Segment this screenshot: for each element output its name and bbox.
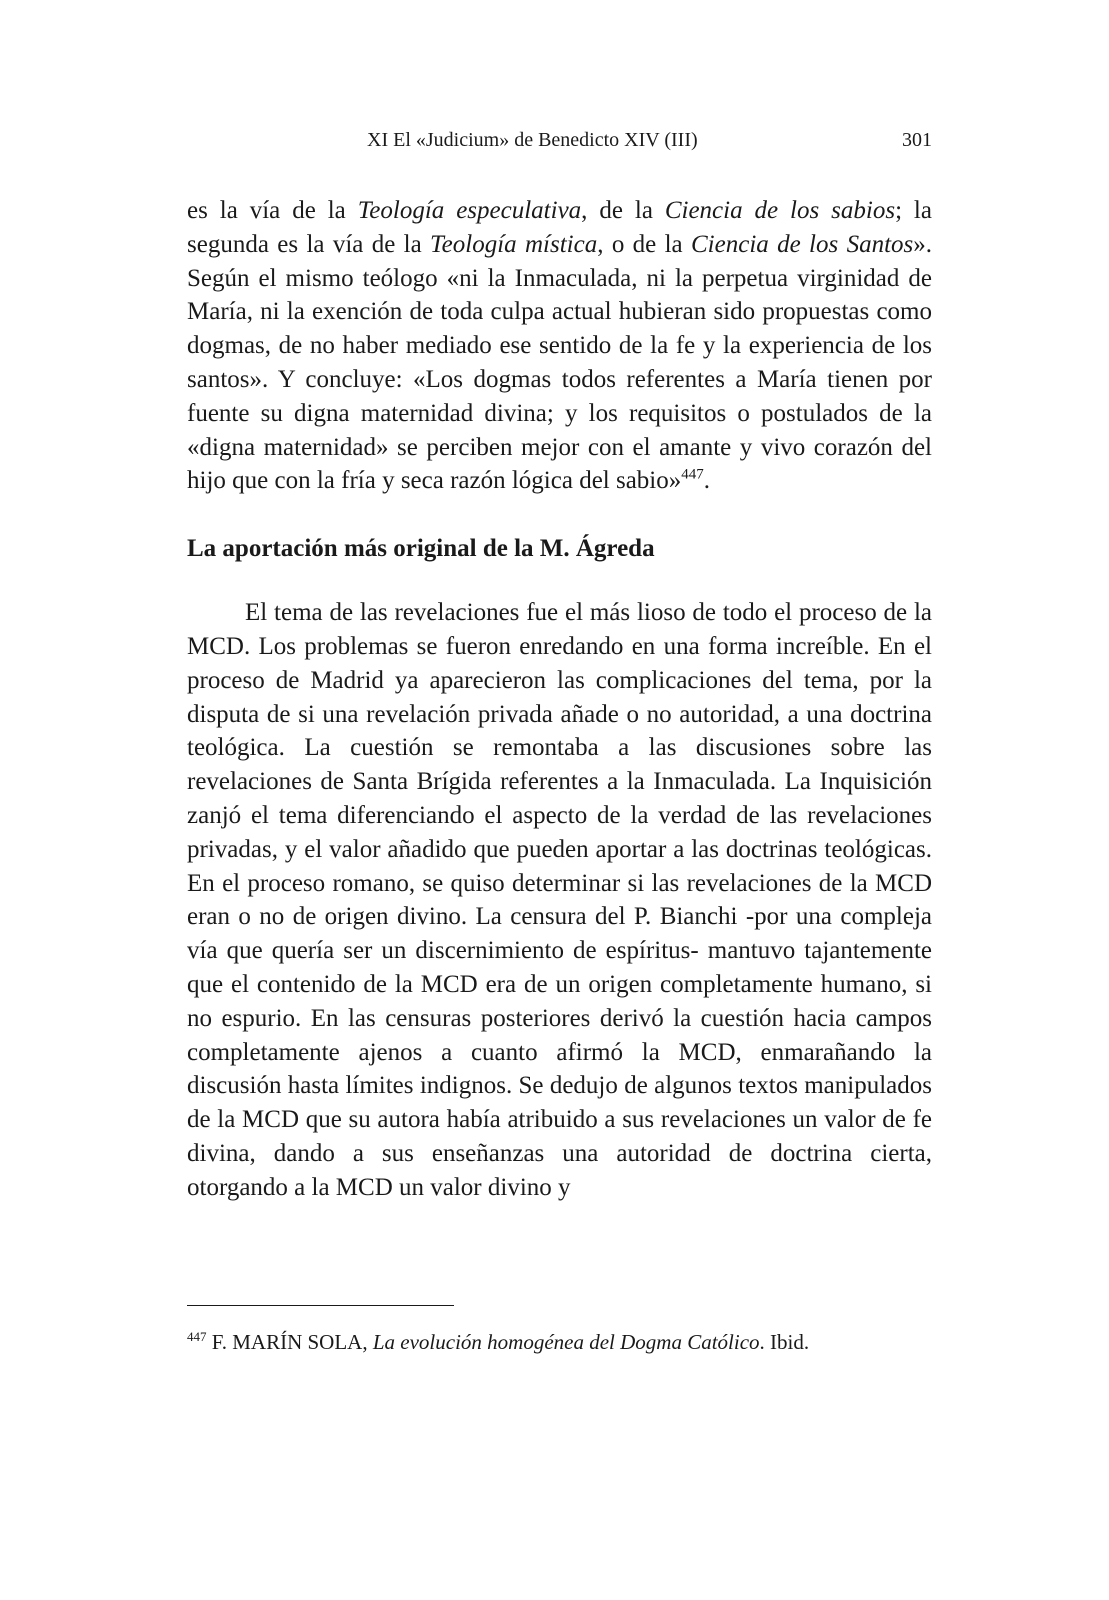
text-run: , o de la <box>597 230 691 258</box>
footnote <box>187 1327 932 1357</box>
footnote-work-title: La evolución homogénea del Dogma Católico <box>372 1330 760 1354</box>
text-run: ». Según el mismo teólogo «ni la Inmaculada, ni la perpetua virginidad de María, ni la exención de toda culpa actual hubieran sido propuestas como dogmas, de no haber mediado ese sentido de la fe y la experiencia de los santos». Y concluye: «Los dogmas todos referentes a María tienen por fuente su digna maternidad divina; y los requisitos o postulados de la «digna maternidad» se perciben mejor con el amante y vivo corazón del hijo que con la fría y seca razón lógica del sabio» <box>187 230 932 495</box>
text-run: ; la segunda es la vía de la <box>187 197 932 258</box>
text-run: es la vía de la <box>187 197 358 224</box>
running-header <box>187 125 932 155</box>
italic-term: Teología especulativa <box>357 197 582 224</box>
body-text <box>187 194 932 1205</box>
italic-term: Teología mística <box>430 230 598 258</box>
text-run: . <box>703 467 711 495</box>
footnote-number: 447 <box>187 1329 207 1344</box>
running-title: XI El «Judicium» de Benedicto XIV (III) <box>367 129 698 151</box>
section-heading: La aportación más original de la M. Ágreda <box>187 535 655 563</box>
page-number: 301 <box>902 129 932 151</box>
footnote-reference[interactable]: 447 <box>681 467 704 484</box>
paragraph: El tema de las revelaciones fue el más lioso de todo el proceso de la MCD. Los problemas se fueron enredando en una forma increíble. En el proceso de Madrid ya aparecieron las complicaciones del tema, por la disputa de si una revelación privada añade o no autoridad, a una doctrina teológica. La cuestión se remontaba a las discusiones sobre las revelaciones de Santa Brígida referentes a la Inmaculada. La Inquisición zanjó el tema diferenciando el aspecto de la verdad de las revelaciones privadas, y el valor añadido que pueden aportar a las doctrinas teológicas. En el proceso romano, se quiso determinar si las revelaciones de la MCD eran o no de origen divino. La censura del P. Bianchi -por una compleja vía que quería ser un discernimiento de espíritus- mantuvo tajantemente que el contenido de la MCD era de un origen completamente humano, si no espurio. En las censuras posteriores derivó la cuestión hacia campos completamente ajenos a cuanto afirmó la MCD, enmarañando la discusión hasta límites indignos. Se dedujo de algunos textos manipulados de la MCD que su autora había atribuido a sus revelaciones un valor de fe divina, dando a sus enseñanzas una autoridad de doctrina cierta, otorgando a la MCD un valor divino y <box>187 599 932 1201</box>
footnote-separator <box>187 1305 454 1306</box>
paragraph-continued <box>187 194 932 498</box>
footnote-rest: . Ibid. <box>759 1330 810 1354</box>
italic-term: Ciencia de los Santos <box>691 230 914 258</box>
footnote-author: F. MARÍN SOLA, <box>206 1330 373 1354</box>
italic-term: Ciencia de los sabios <box>664 197 896 224</box>
text-run: , de la <box>581 197 665 224</box>
